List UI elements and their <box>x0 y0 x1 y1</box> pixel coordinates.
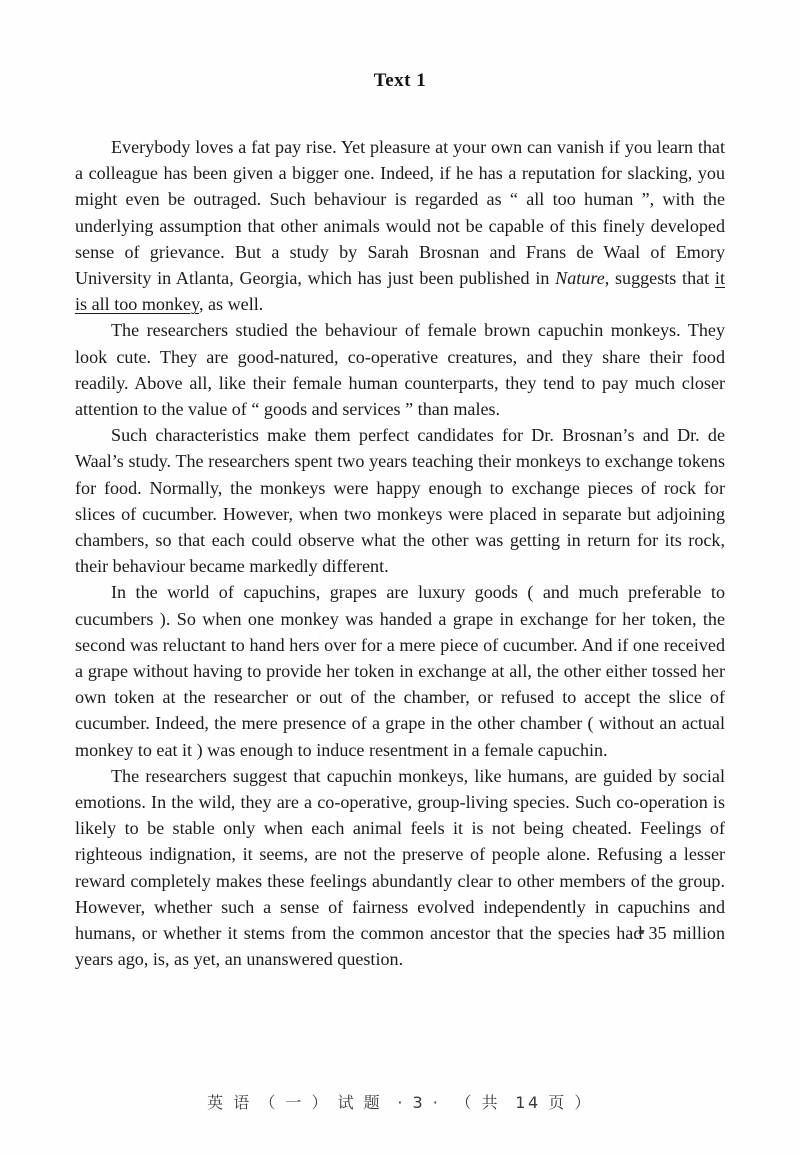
page-title: Text 1 <box>373 70 427 91</box>
paragraph: Everybody loves a fat pay rise. Yet pleasure at your own can vanish if you learn that a colleague has been given a bigger one. Indeed, if he has a reputation for slacking, you might even be outraged. Such behaviour is regarded as “ all too human ”, with the underlying assumption that other animals would not be capable of this finely developed sense of grievance. But a study by Sarah Brosnan and Frans de Waal of Emory University in Atlanta, Georgia, which has just been published in Nature, suggests that it is all too monkey, as well. <box>75 137 725 315</box>
paragraph: The researchers suggest that capuchin monkeys, like humans, are guided by social emotions. In the wild, they are a co-operative, group-living species. Such co-operation is likely to be stable only when each animal feels it is not being cheated. Feelings of righteous indignation, it seems, are not the preserve of people alone. Refusing a lesser reward completely makes these feelings abundantly clear to other members of the group. However, whether such a sense of fairness evolved independently in capuchins and humans, or whether it stems from the common ancestor that the species had 35 million years ago, is, as yet, an unanswered question. <box>75 765 725 970</box>
paragraph: Such characteristics make them perfect candidates for Dr. Brosnan’s and Dr. de Waal’s study. The researchers spent two years teaching their monkeys to exchange tokens for food. Normally, the monkeys were happy enough to exchange pieces of rock for slices of cucumber. However, when two monkeys were placed in separate but adjoining chambers, so that each could observe what the other was getting in return for its rock, their behaviour became markedly different. <box>75 425 725 577</box>
passage-body <box>75 134 725 973</box>
page-footer: 英 语 （ 一 ） 试 题 · 3 · （ 共 14 页 ） <box>207 1093 593 1112</box>
page-content <box>75 0 725 973</box>
paragraph: The researchers studied the behaviour of female brown capuchin monkeys. They look cute. They are good-natured, co-operative creatures, and they share their food readily. Above all, like their female human counterparts, they tend to pay much closer attention to the value of “ goods and services ” than males. <box>75 320 725 420</box>
underlined-phrase: it is all too monkey <box>75 268 725 315</box>
italic-work-title: Nature <box>555 268 605 289</box>
paragraph: In the world of capuchins, grapes are luxury goods ( and much preferable to cucumbers ). So when one monkey was handed a grape in exchange for her token, the second was reluctant to hand hers over for a mere piece of cucumber. And if one received a grape without having to provide her token in exchange at all, the other either tossed her own token at the researcher or out of the chamber, or refused to accept the slice of cucumber. Indeed, the mere presence of a grape in the other chamber ( without an actual monkey to eat it ) was enough to induce resentment in a female capuchin. <box>75 582 725 760</box>
